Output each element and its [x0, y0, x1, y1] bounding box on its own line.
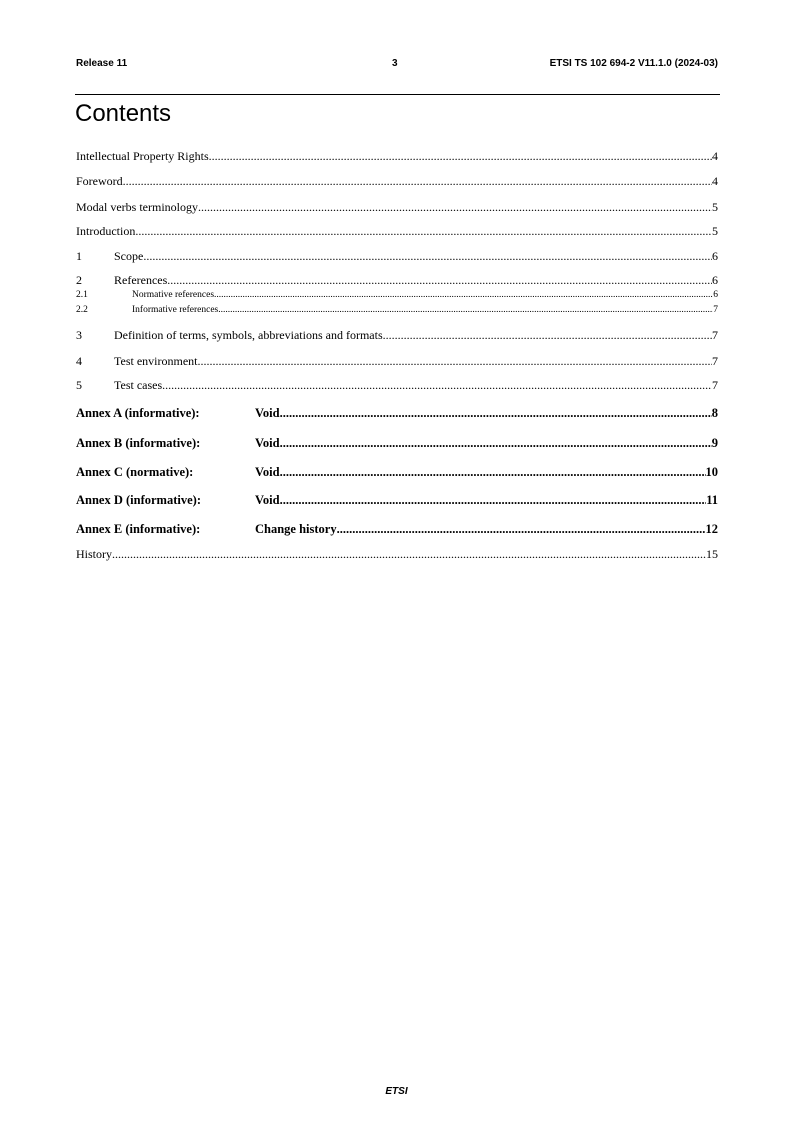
toc-entry-title: Informative references [132, 305, 219, 315]
toc-entry-title: Intellectual Property Rights [76, 149, 209, 163]
toc-entry-number: 2.1 [76, 290, 88, 300]
toc-entry-page: 6 [712, 273, 718, 287]
toc-entry-test-cases[interactable] [76, 378, 718, 393]
toc-entry-page: 5 [712, 200, 718, 214]
toc-entry-test-environment[interactable] [76, 354, 718, 369]
toc-entry-number: Annex A (informative): [76, 406, 200, 420]
toc-entry-annex-e[interactable] [76, 522, 718, 537]
toc-entry-page: 8 [711, 406, 718, 420]
toc-entry-page: 6 [712, 249, 718, 263]
page-title: Contents [75, 100, 172, 127]
toc-leader-dots [218, 305, 713, 315]
toc-entry-title: Test environment [114, 354, 198, 368]
toc-entry-page: 4 [712, 149, 718, 163]
toc-entry-title: Definition of terms, symbols, abbreviations and formats [114, 328, 383, 342]
toc-leader-dots [167, 273, 712, 288]
toc-entry-title: Introduction [76, 224, 136, 238]
toc-entry-definitions[interactable] [76, 328, 718, 343]
toc-leader-dots [123, 174, 712, 189]
toc-entry-foreword[interactable] [76, 174, 718, 189]
toc-entry-title: Test cases [114, 378, 163, 392]
toc-entry-normative-references[interactable] [76, 290, 718, 300]
toc-entry-page: 10 [705, 465, 718, 479]
toc-entry-annex-b[interactable] [76, 436, 718, 451]
toc-entry-page: 7 [712, 328, 718, 342]
toc-entry-modal-verbs[interactable] [76, 200, 718, 215]
toc-leader-dots [280, 493, 707, 508]
toc-entry-title: Void [255, 406, 280, 420]
toc-entry-title: References [114, 273, 168, 287]
header-rule [75, 94, 720, 95]
toc-entry-number: 2 [76, 273, 82, 287]
toc-entry-page: 6 [713, 290, 718, 300]
toc-entry-title: Modal verbs terminology [76, 200, 198, 214]
toc-leader-dots [198, 200, 712, 215]
toc-entry-number: 1 [76, 249, 82, 263]
toc-leader-dots [112, 547, 706, 562]
toc-entry-page: 12 [705, 522, 718, 536]
toc-entry-page: 15 [706, 547, 718, 561]
toc-entry-number: Annex C (normative): [76, 465, 194, 479]
toc-entry-title: Change history [255, 522, 337, 536]
toc-entry-introduction[interactable] [76, 224, 718, 239]
toc-entry-title: Foreword [76, 174, 123, 188]
header-doc-id: ETSI TS 102 694-2 V11.1.0 (2024-03) [549, 58, 718, 69]
toc-entry-page: 4 [712, 174, 718, 188]
toc-entry-references[interactable] [76, 273, 718, 288]
toc-entry-annex-d[interactable] [76, 493, 718, 508]
toc-leader-dots [337, 522, 706, 537]
toc-leader-dots [280, 465, 706, 480]
toc-leader-dots [197, 354, 712, 369]
toc-entry-history[interactable] [76, 547, 718, 562]
footer-etsi: ETSI [385, 1086, 408, 1097]
toc-leader-dots [280, 406, 712, 421]
toc-entry-annex-a[interactable] [76, 406, 718, 421]
toc-leader-dots [209, 149, 712, 164]
toc-entry-page: 5 [712, 224, 718, 238]
toc-entry-number: 4 [76, 354, 82, 368]
toc-entry-annex-c[interactable] [76, 465, 718, 480]
toc-entry-number: Annex E (informative): [76, 522, 201, 536]
toc-entry-title: Scope [114, 249, 144, 263]
toc-leader-dots [383, 328, 712, 343]
toc-entry-page: 7 [712, 378, 718, 392]
toc-entry-informative-references[interactable] [76, 305, 718, 315]
toc-entry-title: Normative references [132, 290, 215, 300]
toc-entry-title: Void [255, 436, 280, 450]
toc-leader-dots [135, 224, 712, 239]
toc-leader-dots [143, 249, 712, 264]
toc-entry-number: 2.2 [76, 305, 88, 315]
header-page-number: 3 [392, 58, 398, 69]
toc-entry-title: Void [255, 493, 280, 507]
toc-entry-page: 9 [711, 436, 718, 450]
toc-entry-number: Annex B (informative): [76, 436, 201, 450]
toc-leader-dots [214, 290, 713, 300]
header-release: Release 11 [76, 58, 128, 69]
toc-entry-page: 11 [706, 493, 718, 507]
toc-entry-number: 5 [76, 378, 82, 392]
toc-entry-title: History [76, 547, 112, 561]
toc-entry-page: 7 [712, 354, 718, 368]
toc-entry-number: 3 [76, 328, 82, 342]
toc-entry-title: Void [255, 465, 280, 479]
toc-entry-page: 7 [713, 305, 718, 315]
toc-leader-dots [280, 436, 712, 451]
toc-entry-ipr[interactable] [76, 149, 718, 164]
toc-entry-number: Annex D (informative): [76, 493, 201, 507]
toc-entry-scope[interactable] [76, 249, 718, 264]
toc-leader-dots [162, 378, 712, 393]
